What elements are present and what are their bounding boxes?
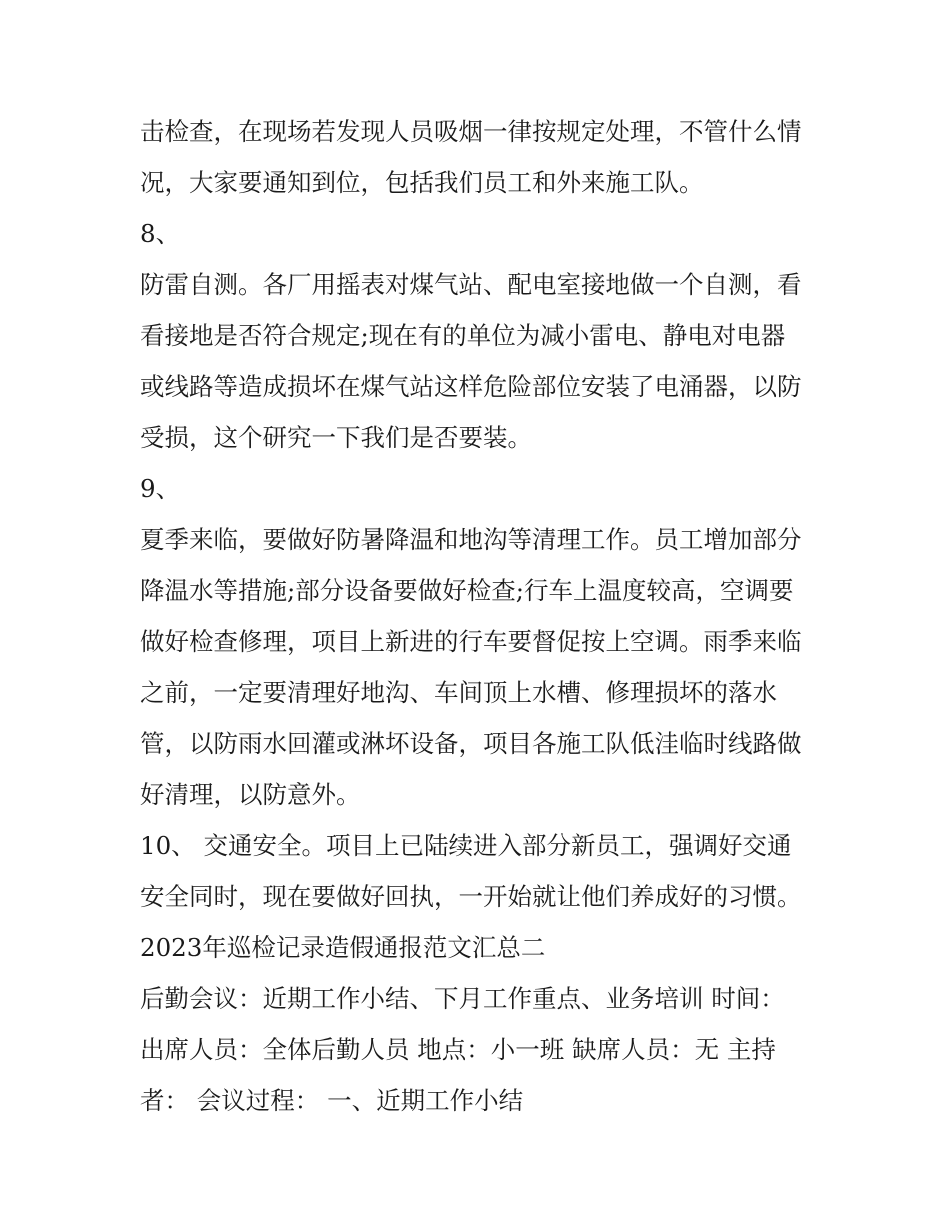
section-heading: 2023年巡检记录造假通报范文汇总二 xyxy=(140,933,546,962)
text-line: 看接地是否符合规定;现在有的单位为减小雷电、静电对电器 xyxy=(140,321,786,350)
text-line: 好清理，以防意外。 xyxy=(140,780,361,809)
document-body xyxy=(140,106,820,1126)
text-line: 防雷自测。各厂用摇表对煤气站、配电室接地做一个自测，看 xyxy=(140,270,802,299)
text-line: 做好检查修理，项目上新进的行车要督促按上空调。雨季来临 xyxy=(140,627,802,656)
text-line: 者： 会议过程： 一、近期工作小结 xyxy=(140,1086,524,1115)
text-line: 后勤会议：近期工作小结、下月工作重点、业务培训 时间： xyxy=(140,984,785,1013)
text-line: 况，大家要通知到位，包括我们员工和外来施工队。 xyxy=(140,168,704,197)
text-line: 安全同时，现在要做好回执，一开始就让他们养成好的习惯。 xyxy=(140,882,802,911)
text-line: 之前，一定要清理好地沟、车间顶上水槽、修理损坏的落水 xyxy=(140,678,777,707)
text-line: 降温水等措施;部分设备要做好检查;行车上温度较高，空调要 xyxy=(140,576,794,605)
text-line: 或线路等造成损坏在煤气站这样危险部位安装了电涌器，以防 xyxy=(140,372,802,401)
text-line: 10、 交通安全。项目上已陆续进入部分新员工，强调好交通 xyxy=(140,831,792,860)
text-line: 击检查，在现场若发现人员吸烟一律按规定处理，不管什么情 xyxy=(140,117,802,146)
text-line: 受损，这个研究一下我们是否要装。 xyxy=(140,423,532,452)
text-line: 夏季来临，要做好防暑降温和地沟等清理工作。员工增加部分 xyxy=(140,525,802,554)
text-line: 出席人员：全体后勤人员 地点：小一班 缺席人员：无 主持 xyxy=(140,1035,776,1064)
list-number: 9、 xyxy=(140,474,181,503)
text-line: 管，以防雨水回灌或淋坏设备，项目各施工队低洼临时线路做 xyxy=(140,729,802,758)
list-number: 8、 xyxy=(140,219,181,248)
